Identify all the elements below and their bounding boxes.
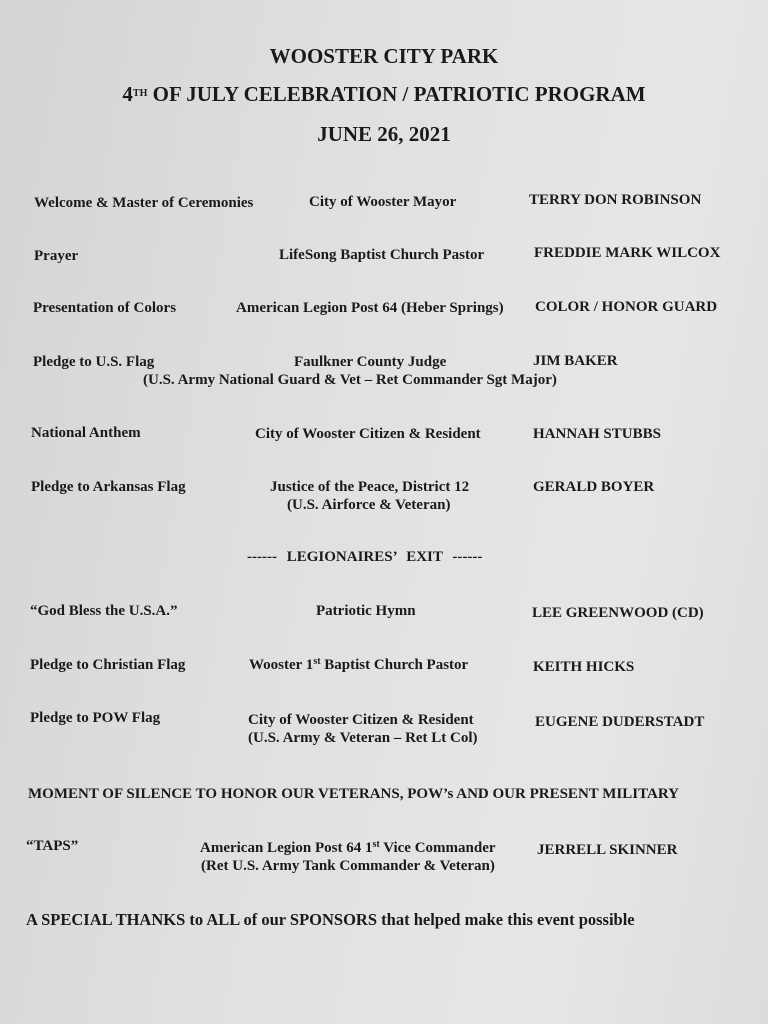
note-pledge-ar: (U.S. Airforce & Veteran) [287, 497, 451, 513]
name-taps: JERRELL SKINNER [537, 842, 678, 858]
role-prayer: LifeSong Baptist Church Pastor [279, 247, 485, 263]
role-hymn: Patriotic Hymn [316, 603, 416, 619]
note-pledge-us: (U.S. Army National Guard & Vet – Ret Commander Sgt Major) [143, 372, 557, 388]
name-prayer: FREDDIE MARK WILCOX [534, 245, 721, 261]
event-pledge-pow: Pledge to POW Flag [30, 710, 161, 726]
note-taps: (Ret U.S. Army Tank Commander & Veteran) [201, 858, 495, 874]
event-welcome: Welcome & Master of Ceremonies [34, 195, 254, 211]
event-colors: Presentation of Colors [33, 300, 177, 316]
name-colors: COLOR / HONOR GUARD [535, 299, 718, 315]
role-pledge-us: Faulkner County Judge [294, 354, 447, 370]
moment-of-silence: MOMENT OF SILENCE TO HONOR OUR VETERANS, POW’s AND OUR PRESENT MILITARY [28, 786, 679, 802]
title-celebration: 4TH OF JULY CELEBRATION / PATRIOTIC PROGRAM [122, 82, 646, 106]
name-hymn: LEE GREENWOOD (CD) [532, 605, 704, 621]
name-pledge-ar: GERALD BOYER [533, 479, 655, 495]
role-pledge-ar: Justice of the Peace, District 12 [270, 479, 470, 495]
name-pledge-us: JIM BAKER [533, 353, 618, 369]
name-pledge-pow: EUGENE DUDERSTADT [535, 714, 705, 730]
event-pledge-christian: Pledge to Christian Flag [30, 657, 186, 673]
event-anthem: National Anthem [31, 425, 141, 441]
name-anthem: HANNAH STUBBS [533, 426, 661, 442]
event-pledge-us: Pledge to U.S. Flag [33, 354, 155, 370]
role-welcome: City of Wooster Mayor [309, 194, 457, 210]
title-park: WOOSTER CITY PARK [269, 44, 499, 68]
role-colors: American Legion Post 64 (Heber Springs) [236, 300, 504, 316]
sponsors-thanks: A SPECIAL THANKS to ALL of our SPONSORS that helped make this event possible [26, 910, 635, 929]
role-pledge-christian: Wooster 1st Baptist Church Pastor [249, 656, 469, 673]
role-pledge-pow: City of Wooster Citizen & Resident [248, 712, 474, 728]
event-taps: “TAPS” [26, 838, 79, 854]
role-anthem: City of Wooster Citizen & Resident [255, 426, 481, 442]
title-date: JUNE 26, 2021 [317, 122, 451, 146]
name-welcome: TERRY DON ROBINSON [529, 192, 702, 208]
event-prayer: Prayer [34, 248, 79, 264]
role-taps: American Legion Post 64 1st Vice Commander [200, 839, 496, 856]
name-pledge-christian: KEITH HICKS [533, 659, 635, 675]
event-hymn: “God Bless the U.S.A.” [30, 603, 178, 619]
legionaires-exit: ------ LEGIONAIRES’ EXIT ------ [247, 549, 483, 565]
note-pledge-pow: (U.S. Army & Veteran – Ret Lt Col) [248, 730, 478, 746]
event-pledge-ar: Pledge to Arkansas Flag [31, 479, 186, 495]
